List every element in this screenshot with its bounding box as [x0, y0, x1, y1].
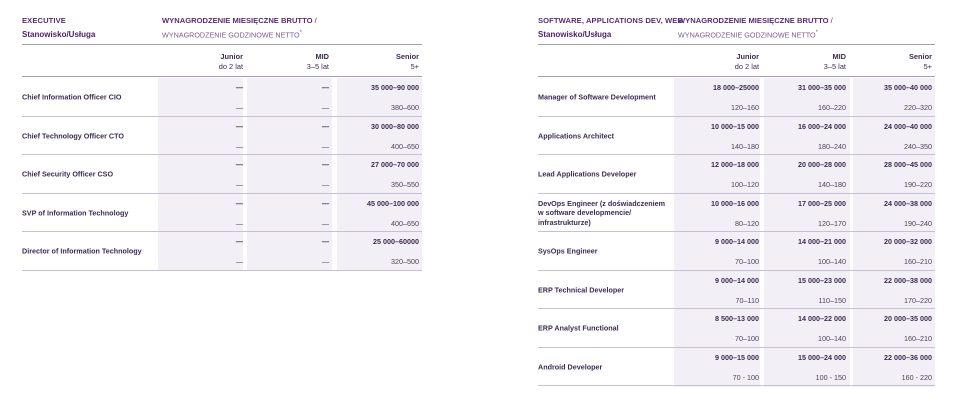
senior-hourly-rate: 240–350: [904, 141, 932, 151]
software-header: [538, 0, 935, 44]
mid-monthly-salary: —: [321, 121, 329, 131]
salary-hour-label: WYNAGRODZENIE GODZINOWE NETTO*: [162, 30, 302, 40]
table-row: [538, 232, 935, 271]
table-row: [22, 78, 422, 117]
salary-month-label: WYNAGRODZENIE MIESIĘCZNE BRUTTO /: [162, 16, 317, 25]
mid-hourly-rate: 100–140: [818, 334, 846, 343]
header-rule: [22, 44, 422, 45]
junior-hourly-rate: —: [235, 103, 243, 112]
position-name: Manager of Software Development: [538, 92, 656, 102]
mid-hourly-rate: 140–180: [818, 180, 846, 189]
junior-monthly-salary: 9 000–15 000: [715, 352, 759, 362]
mid-monthly-salary: 14 000–21 000: [798, 237, 846, 246]
senior-monthly-salary: 30 000–80 000: [371, 121, 419, 131]
table-row: [538, 117, 935, 156]
junior-hourly-rate: 70 - 100: [732, 372, 759, 382]
senior-hourly-rate: 320–500: [391, 257, 419, 266]
table-row: [538, 78, 935, 117]
senior-monthly-salary: 45 000–100 000: [367, 198, 419, 208]
junior-hourly-rate: 140–180: [731, 141, 759, 151]
senior-hourly-rate: 190–240: [904, 218, 932, 228]
senior-monthly-salary: 22 000–38 000: [884, 275, 932, 285]
table-row: [538, 348, 935, 387]
mid-monthly-salary: 17 000–25 000: [798, 198, 846, 208]
position-name: DevOps Engineer (z doświadczeniem w software developmencie/ infrastrukturze): [538, 198, 666, 227]
senior-hourly-rate: 400–650: [391, 141, 419, 151]
junior-monthly-salary: 9 000–14 000: [715, 237, 759, 246]
junior-monthly-salary: —: [235, 83, 243, 92]
junior-hourly-rate: 70–100: [735, 334, 759, 343]
position-name: SVP of Information Technology: [22, 208, 129, 217]
junior-hourly-rate: 120–160: [731, 103, 759, 112]
mid-monthly-salary: 16 000–24 000: [798, 121, 846, 131]
mid-hourly-rate: 110–150: [818, 295, 846, 305]
mid-monthly-salary: 20 000–28 000: [798, 160, 846, 169]
row-divider: [22, 270, 422, 271]
senior-hourly-rate: 380–600: [391, 103, 419, 112]
junior-hourly-rate: —: [235, 218, 243, 228]
mid-hourly-rate: 100–140: [818, 257, 846, 266]
table-row: [538, 155, 935, 194]
salary-hour-label: WYNAGRODZENIE GODZINOWE NETTO*: [678, 30, 818, 40]
junior-monthly-salary: —: [235, 198, 243, 208]
senior-monthly-salary: 35 000–90 000: [371, 83, 419, 92]
mid-hourly-rate: 160–220: [818, 103, 846, 112]
mid-hourly-rate: —: [321, 257, 329, 266]
position-column-label: Stanowisko/Usługa: [538, 30, 612, 39]
mid-monthly-salary: 15 000–23 000: [798, 275, 846, 285]
position-name: Chief Security Officer CSO: [22, 169, 114, 179]
category-title: SOFTWARE, APPLICATIONS DEV, WEB: [538, 16, 683, 25]
position-name: Chief Technology Officer CTO: [22, 131, 124, 140]
mid-monthly-salary: 31 000–35 000: [798, 83, 846, 92]
senior-hourly-rate: 160–210: [904, 257, 932, 266]
mid-monthly-salary: —: [321, 237, 329, 246]
mid-hourly-rate: 100 - 150: [815, 372, 846, 382]
mid-hourly-rate: —: [321, 103, 329, 112]
senior-monthly-salary: 20 000–35 000: [884, 314, 932, 323]
junior-monthly-salary: —: [235, 237, 243, 246]
column-header-mid: MID 3–5 lat: [306, 52, 329, 71]
column-header-junior: Junior do 2 lat: [734, 52, 759, 71]
junior-hourly-rate: 70–110: [735, 295, 759, 305]
junior-hourly-rate: 80–120: [735, 218, 759, 228]
senior-monthly-salary: 20 000–32 000: [884, 237, 932, 246]
junior-monthly-salary: 8 500–13 000: [715, 314, 759, 323]
junior-monthly-salary: 12 000–18 000: [711, 160, 759, 169]
salary-month-label: WYNAGRODZENIE MIESIĘCZNE BRUTTO /: [678, 16, 833, 25]
mid-monthly-salary: —: [321, 160, 329, 169]
mid-monthly-salary: —: [321, 198, 329, 208]
table-row: [22, 194, 422, 233]
junior-monthly-salary: 10 000–15 000: [711, 121, 759, 131]
senior-monthly-salary: 27 000–70 000: [371, 160, 419, 169]
junior-monthly-salary: 9 000–14 000: [715, 275, 759, 285]
table-row: [538, 271, 935, 310]
senior-monthly-salary: 28 000–45 000: [884, 160, 932, 169]
junior-hourly-rate: 100–120: [731, 180, 759, 189]
row-divider: [538, 385, 935, 386]
position-column-label: Stanowisko/Usługa: [22, 30, 96, 39]
position-name: Android Developer: [538, 362, 603, 371]
table-row: [538, 309, 935, 348]
junior-hourly-rate: —: [235, 141, 243, 151]
mid-hourly-rate: 180–240: [818, 141, 846, 151]
category-title: EXECUTIVE: [22, 16, 66, 25]
column-header-rule: [538, 76, 935, 77]
junior-monthly-salary: 18 000–25000: [713, 83, 759, 92]
position-name: Applications Architect: [538, 131, 615, 140]
position-name: SysOps Engineer: [538, 246, 598, 256]
senior-monthly-salary: 22 000–36 000: [884, 352, 932, 362]
junior-hourly-rate: 70–100: [735, 257, 759, 266]
table-row: [538, 194, 935, 233]
software-table: [538, 0, 935, 402]
mid-hourly-rate: 120–170: [818, 218, 846, 228]
table-row: [22, 232, 422, 271]
mid-hourly-rate: —: [321, 180, 329, 189]
column-header-mid: MID 3–5 lat: [823, 52, 846, 71]
senior-monthly-salary: 24 000–38 000: [884, 198, 932, 208]
mid-monthly-salary: 15 000–24 000: [798, 352, 846, 362]
position-name: ERP Technical Developer: [538, 285, 625, 294]
junior-hourly-rate: —: [235, 180, 243, 189]
senior-hourly-rate: 190–220: [904, 180, 932, 189]
mid-hourly-rate: —: [321, 218, 329, 228]
column-header-rule: [22, 76, 422, 77]
senior-hourly-rate: 170–220: [904, 295, 932, 305]
senior-hourly-rate: 160–210: [904, 334, 932, 343]
column-header-junior: Junior do 2 lat: [218, 52, 243, 71]
senior-hourly-rate: 350–550: [391, 180, 419, 189]
senior-monthly-salary: 35 000–40 000: [884, 83, 932, 92]
position-name: ERP Analyst Functional: [538, 323, 619, 333]
senior-hourly-rate: 220–320: [904, 103, 932, 112]
header-rule: [538, 44, 935, 45]
executive-header: [22, 0, 422, 44]
executive-table: [22, 0, 422, 402]
senior-hourly-rate: 400–650: [391, 218, 419, 228]
position-name: Lead Applications Developer: [538, 169, 637, 179]
table-row: [22, 155, 422, 194]
mid-monthly-salary: 14 000–22 000: [798, 314, 846, 323]
senior-hourly-rate: 160 - 220: [901, 372, 932, 382]
junior-monthly-salary: —: [235, 121, 243, 131]
position-name: Chief Information Officer CIO: [22, 92, 122, 102]
junior-hourly-rate: —: [235, 257, 243, 266]
column-header-senior: Senior 5+: [909, 52, 932, 71]
senior-monthly-salary: 25 000–60000: [373, 237, 419, 246]
table-row: [22, 117, 422, 156]
position-name: Director of Information Technology: [22, 246, 142, 256]
mid-hourly-rate: —: [321, 141, 329, 151]
column-header-senior: Senior 5+: [396, 52, 419, 71]
mid-monthly-salary: —: [321, 83, 329, 92]
junior-monthly-salary: —: [235, 160, 243, 169]
senior-monthly-salary: 24 000–40 000: [884, 121, 932, 131]
junior-monthly-salary: 10 000–16 000: [711, 198, 759, 208]
